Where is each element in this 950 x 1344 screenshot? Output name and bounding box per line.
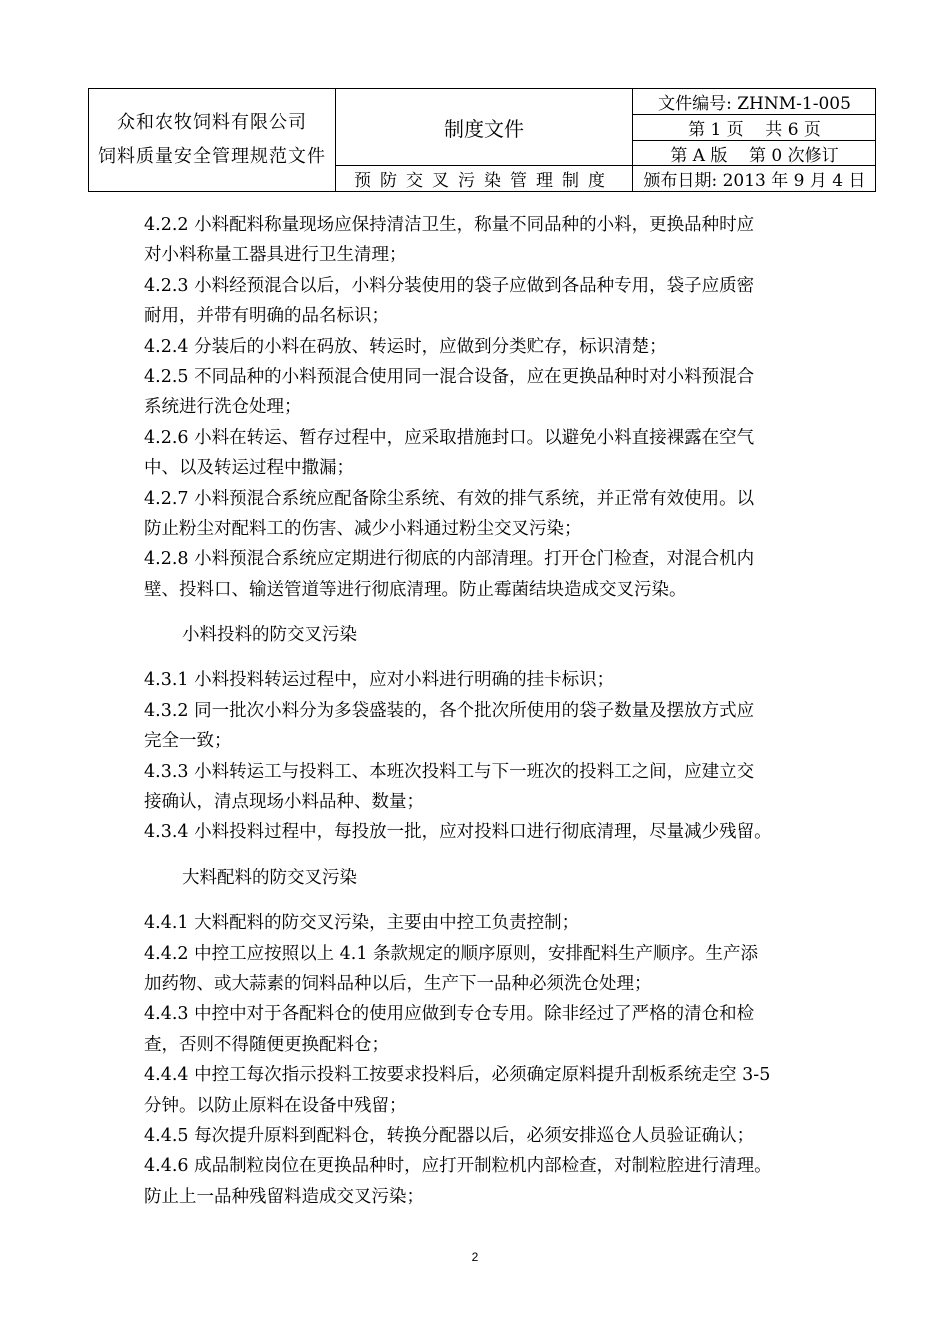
section-4-4	[144, 908, 810, 1212]
section-4-3	[144, 665, 810, 847]
document-series: 饲料质量安全管理规范文件	[98, 146, 326, 167]
paragraph-line: 4.2.4 分装后的小料在码放、转运时，应做到分类贮存，标识清楚；	[144, 336, 667, 357]
company-name: 众和农牧饲料有限公司	[117, 112, 307, 133]
issue-date: 颁布日期: 2013 年 9 月 4 日	[643, 171, 866, 191]
document-type: 制度文件	[444, 116, 524, 141]
paragraph-line: 4.3.3 小料转运工与投料工、本班次投料工与下一班次的投料工之间，应建立交	[144, 761, 755, 782]
version-info: 第 A 版 第 0 次修订	[670, 146, 839, 166]
paragraph-line: 4.3.1 小料投料转运过程中，应对小料进行明确的挂卡标识；	[144, 670, 615, 691]
paragraph-line: 4.4.2 中控工应按照以上 4.1 条款规定的顺序原则，安排配料生产顺序。生产添	[144, 943, 759, 964]
paragraph-line: 4.2.7 小料预混合系统应配备除尘系统、有效的排气系统，并正常有效使用。以	[144, 488, 755, 509]
paragraph-line: 4.4.6 成品制粒岗位在更换品种时，应打开制粒机内部检查，对制粒腔进行清理。	[144, 1156, 772, 1177]
paragraph-line: 防止粉尘对配料工的伤害、减少小料通过粉尘交叉污染；	[144, 518, 582, 539]
paragraph-line: 4.2.2 小料配料称量现场应保持清洁卫生，称量不同品种的小料，更换品种时应	[144, 215, 755, 235]
paragraph-line: 4.3.4 小料投料过程中，每投放一批，应对投料口进行彻底清理，尽量减少残留。	[144, 822, 772, 843]
page-info: 第 1 页 共 6 页	[688, 120, 821, 140]
paragraph-line: 4.4.4 中控工每次指示投料工按要求投料后，必须确定原料提升刮板系统走空 3-5	[144, 1065, 771, 1086]
paragraph-line: 防止上一品种残留料造成交叉污染；	[144, 1186, 424, 1207]
page-number: 2	[471, 1250, 479, 1264]
document-header-table	[88, 88, 876, 192]
section-4-2	[144, 210, 810, 605]
section-heading: 大料配料的防交叉污染	[182, 867, 357, 888]
paragraph-line: 4.4.5 每次提升原料到配料仓，转换分配器以后，必须安排巡仓人员验证确认；	[144, 1125, 755, 1146]
section-heading: 小料投料的防交叉污染	[182, 625, 357, 646]
paragraph-line: 接确认，清点现场小料品种、数量；	[144, 792, 424, 813]
paragraph-line: 4.2.6 小料在转运、暂存过程中，应采取措施封口。以避免小料直接裸露在空气	[144, 427, 755, 448]
paragraph-line: 系统进行洗仓处理；	[144, 397, 302, 418]
document-body	[144, 210, 810, 1212]
paragraph-line: 壁、投料口、输送管道等进行彻底清理。防止霉菌结块造成交叉污染。	[144, 579, 687, 600]
paragraph-line: 耐用，并带有明确的品名标识；	[144, 306, 389, 327]
paragraph-line: 中、以及转运过程中撒漏；	[144, 458, 354, 479]
paragraph-line: 查，否则不得随便更换配料仓；	[144, 1034, 389, 1055]
paragraph-line: 4.4.1 大料配料的防交叉污染，主要由中控工负责控制；	[144, 913, 580, 934]
paragraph-line: 4.2.8 小料预混合系统应定期进行彻底的内部清理。打开仓门检查，对混合机内	[144, 549, 755, 570]
paragraph-line: 对小料称量工器具进行卫生清理；	[144, 245, 407, 266]
document-title: 预防交叉污染管理制度	[354, 171, 614, 191]
paragraph-line: 4.4.3 中控中对于各配料仓的使用应做到专仓专用。除非经过了严格的清仓和检	[144, 1004, 755, 1025]
paragraph-line: 4.2.3 小料经预混合以后，小料分装使用的袋子应做到各品种专用，袋子应质密	[144, 275, 755, 296]
paragraph-line: 4.3.2 同一批次小料分为多袋盛装的，各个批次所使用的袋子数量及摆放方式应	[144, 700, 755, 721]
paragraph-line: 完全一致；	[144, 731, 232, 752]
paragraph-line: 4.2.5 不同品种的小料预混合使用同一混合设备，应在更换品种时对小料预混合	[144, 366, 755, 387]
paragraph-line: 加药物、或大蒜素的饲料品种以后，生产下一品种必须洗仓处理；	[144, 973, 652, 994]
document-number: 文件编号: ZHNM-1-005	[658, 94, 851, 114]
paragraph-line: 分钟。以防止原料在设备中残留；	[144, 1095, 407, 1116]
company-cell	[89, 89, 335, 191]
